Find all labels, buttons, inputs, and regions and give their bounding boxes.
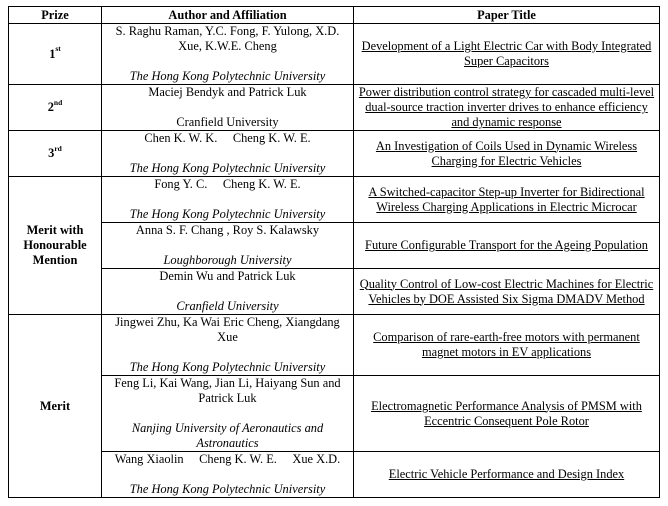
affiliation: Loughborough University xyxy=(163,253,292,267)
prize-number: 3 xyxy=(48,146,55,160)
prize-cell xyxy=(9,24,102,85)
paper-title-link[interactable]: Development of a Light Electric Car with Body Integrated Super Capacitors xyxy=(361,39,652,68)
table-row xyxy=(9,269,660,315)
table-row xyxy=(9,223,660,269)
prize-number: 2 xyxy=(47,100,54,114)
paper-title-link[interactable]: An Investigation of Coils Used in Dynamic Wireless Charging for Electric Vehicles xyxy=(375,138,638,168)
prize-cell xyxy=(9,85,102,131)
author-names: Fong Y. C. Cheng K. W. E. xyxy=(154,177,301,191)
table-row xyxy=(9,24,660,85)
prize-ordinal: st xyxy=(55,44,61,54)
title-cell xyxy=(354,452,660,498)
author-names: Anna S. F. Chang , Roy S. Kalawsky xyxy=(135,223,320,237)
author-names: Maciej Bendyk and Patrick Luk xyxy=(148,85,307,99)
author-cell xyxy=(102,269,354,315)
prize-label: Merit with Honourable Mention xyxy=(23,223,87,267)
author-cell xyxy=(102,376,354,452)
table-row xyxy=(9,315,660,376)
prize-cell xyxy=(9,177,102,315)
affiliation: The Hong Kong Polytechnic University xyxy=(129,482,326,496)
table-row xyxy=(9,452,660,498)
affiliation: The Hong Kong Polytechnic University xyxy=(129,207,326,221)
author-names: Chen K. W. K. Cheng K. W. E. xyxy=(144,131,311,145)
title-cell xyxy=(354,223,660,269)
author-cell xyxy=(102,315,354,376)
paper-title-link[interactable]: Quality Control of Low-cost Electric Machines for Electric Vehicles by DOE Assisted Six Sigma DMADV Method xyxy=(359,276,654,306)
author-header: Author and Affiliation xyxy=(102,7,354,24)
prize-ordinal: nd xyxy=(53,97,63,107)
awards-table xyxy=(8,6,660,498)
table-row xyxy=(9,131,660,177)
title-cell xyxy=(354,24,660,85)
prize-ordinal: rd xyxy=(54,143,62,153)
affiliation: The Hong Kong Polytechnic University xyxy=(129,161,326,175)
affiliation: Cranfield University xyxy=(176,115,279,129)
author-cell xyxy=(102,85,354,131)
author-cell xyxy=(102,223,354,269)
affiliation: The Hong Kong Polytechnic University xyxy=(129,360,326,374)
author-cell xyxy=(102,131,354,177)
author-cell xyxy=(102,452,354,498)
title-cell xyxy=(354,315,660,376)
title-cell xyxy=(354,269,660,315)
paper-title-link[interactable]: Future Configurable Transport for the Ageing Population xyxy=(365,238,648,252)
prize-label: Merit xyxy=(39,398,71,413)
affiliation: The Hong Kong Polytechnic University xyxy=(129,69,326,83)
title-header: Paper Title xyxy=(354,7,660,24)
paper-title-link[interactable]: A Switched-capacitor Step-up Inverter for Bidirectional Wireless Charging Applications in Electric Microcar xyxy=(368,184,645,214)
prize-header: Prize xyxy=(9,7,102,24)
header-row xyxy=(9,7,660,24)
prize-number: 1 xyxy=(49,46,56,61)
title-cell xyxy=(354,131,660,177)
title-cell xyxy=(354,376,660,452)
author-names: Demin Wu and Patrick Luk xyxy=(159,269,296,283)
paper-title-link[interactable]: Electric Vehicle Performance and Design Index xyxy=(388,467,625,481)
author-cell xyxy=(102,177,354,223)
author-names: Jingwei Zhu, Ka Wai Eric Cheng, Xiangdang Xue xyxy=(115,315,340,344)
title-cell xyxy=(354,177,660,223)
paper-title-link[interactable]: Power distribution control strategy for cascaded multi-level dual-source traction inverter drives to enhance efficiency and dynamic response xyxy=(358,85,655,129)
prize-cell xyxy=(9,131,102,177)
table-row xyxy=(9,177,660,223)
prize-cell xyxy=(9,315,102,498)
affiliation: Cranfield University xyxy=(176,299,279,313)
table-row xyxy=(9,376,660,452)
table-row xyxy=(9,85,660,131)
paper-title-link[interactable]: Electromagnetic Performance Analysis of PMSM with Eccentric Consequent Pole Rotor xyxy=(371,398,642,428)
title-cell xyxy=(354,85,660,131)
paper-title-link[interactable]: Comparison of rare-earth-free motors with permanent magnet motors in EV applications xyxy=(373,330,640,359)
author-names: S. Raghu Raman, Y.C. Fong, F. Yulong, X.D. Xue, K.W.E. Cheng xyxy=(115,24,340,53)
affiliation: Nanjing University of Aeronautics and Astronautics xyxy=(131,421,324,450)
author-names: Wang Xiaolin Cheng K. W. E. Xue X.D. xyxy=(114,452,341,466)
author-names: Feng Li, Kai Wang, Jian Li, Haiyang Sun and Patrick Luk xyxy=(114,376,341,405)
author-cell xyxy=(102,24,354,85)
